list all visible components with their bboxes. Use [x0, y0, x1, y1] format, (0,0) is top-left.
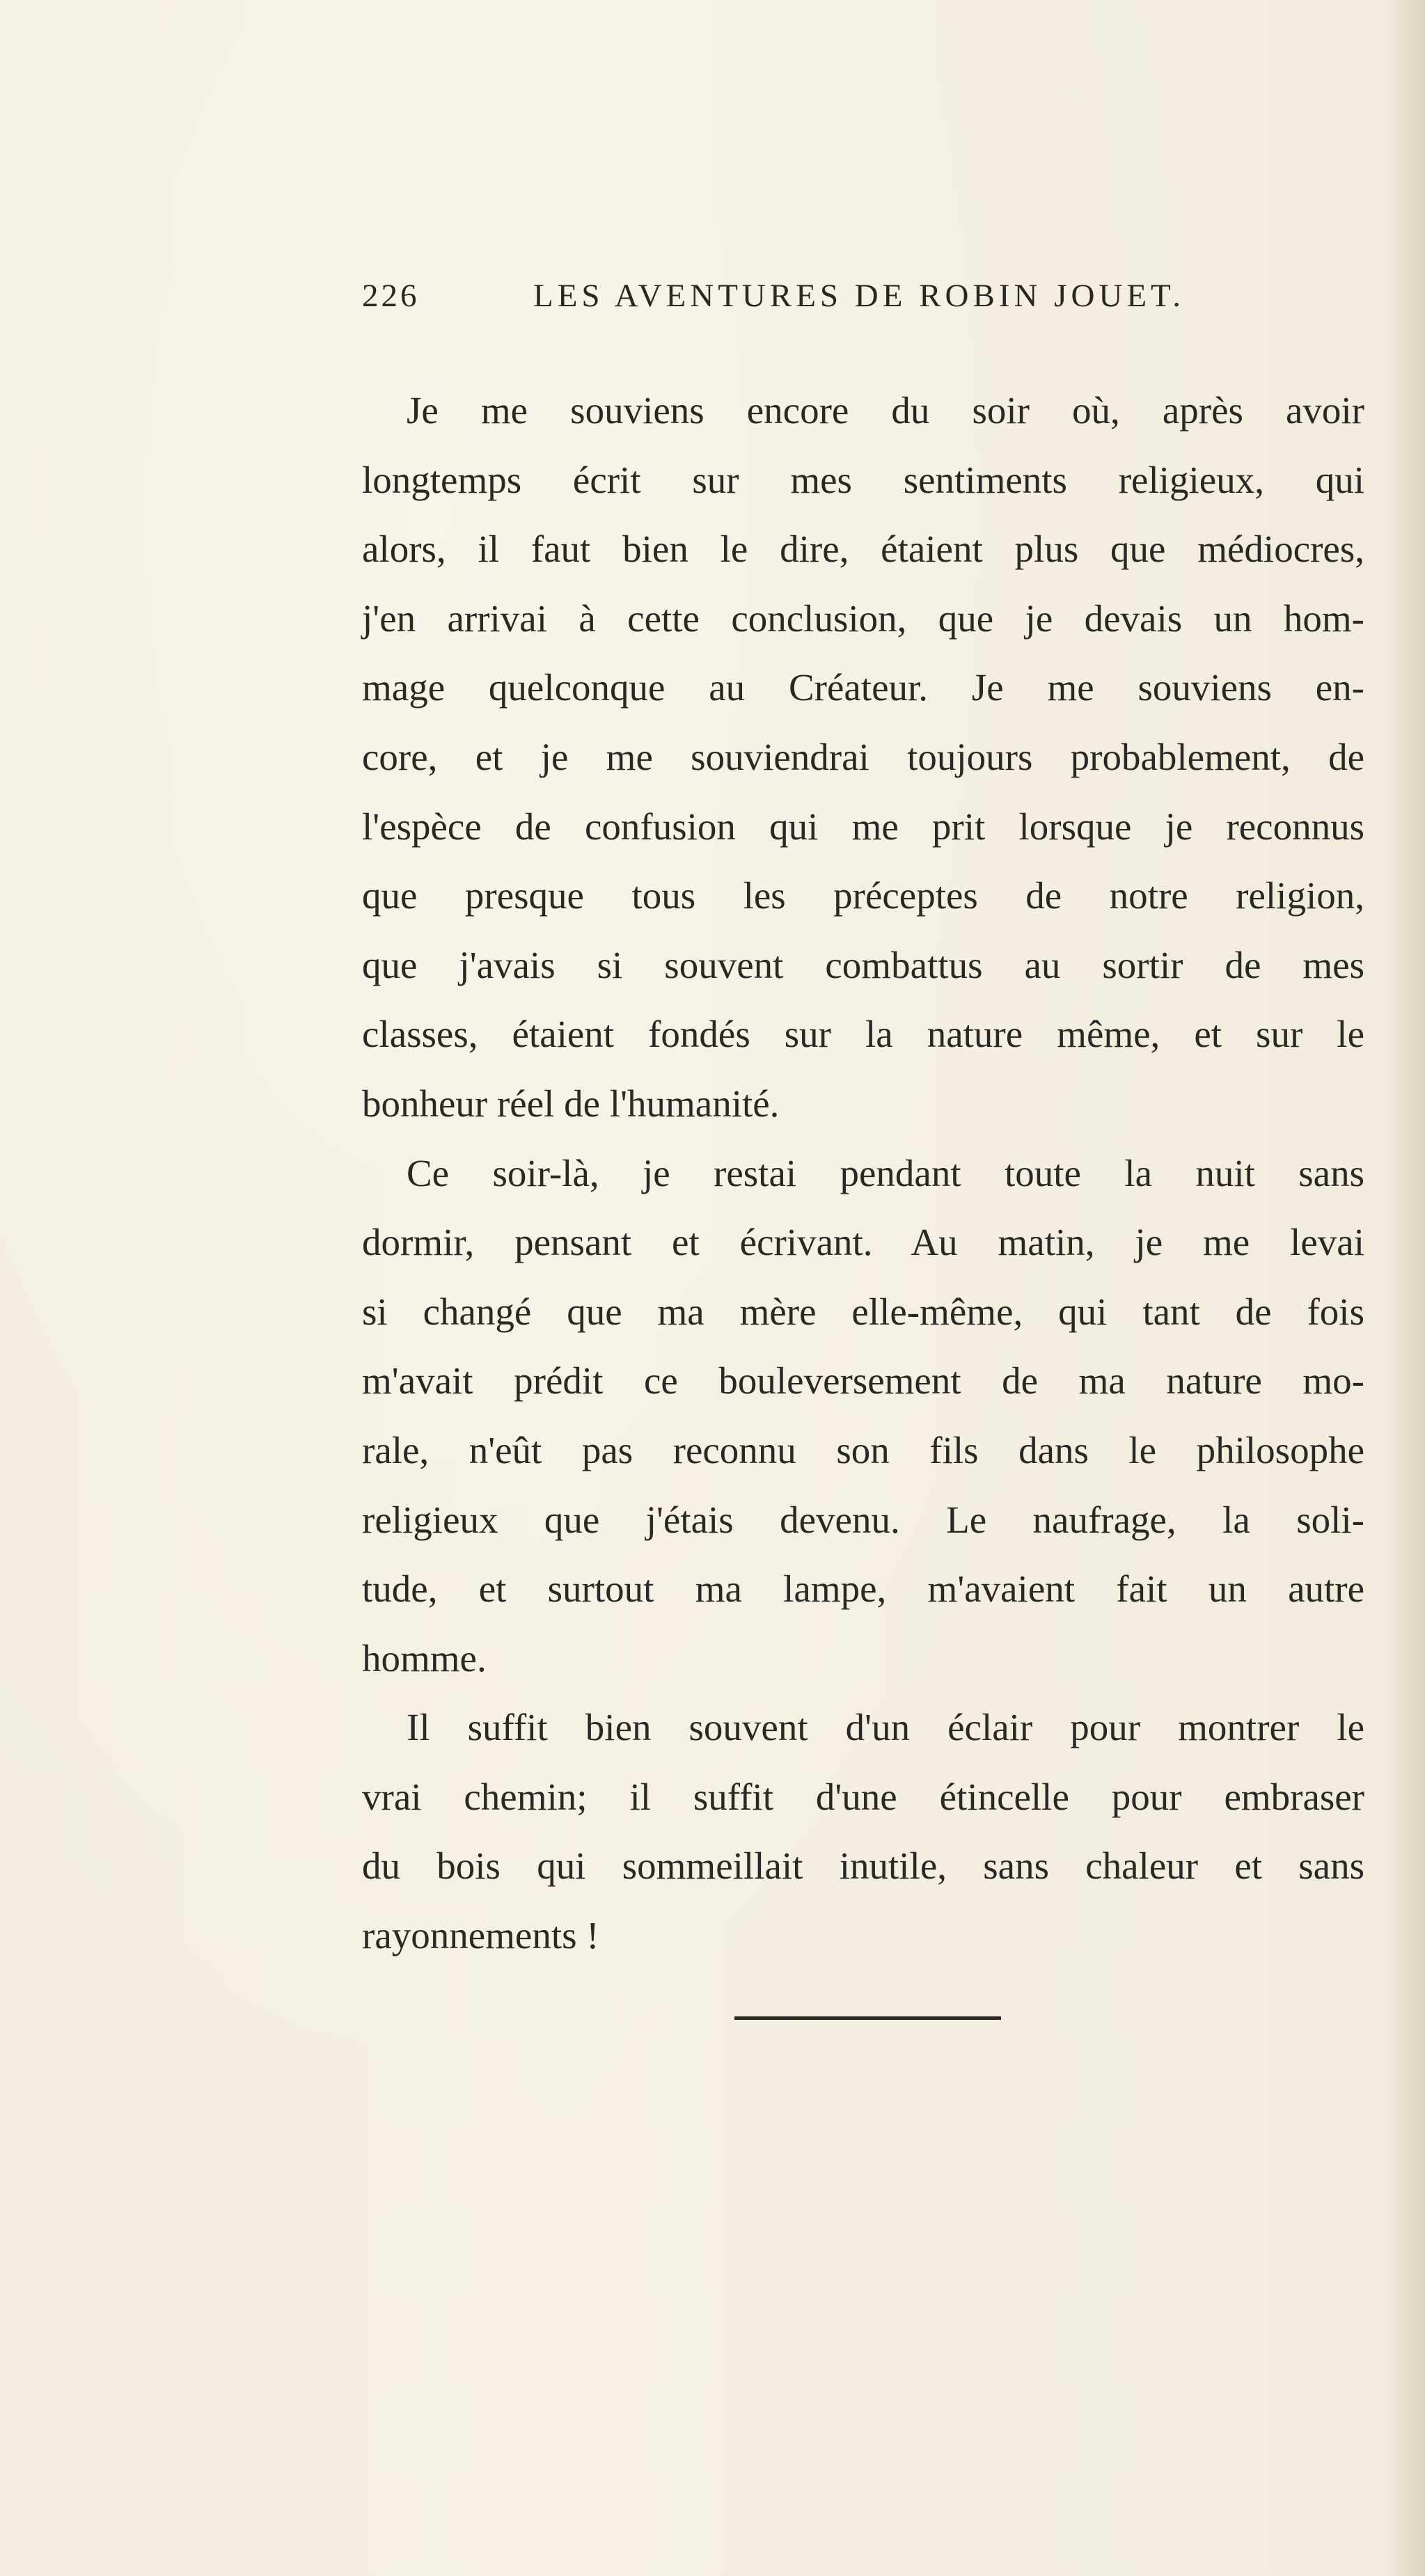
text-line: tude, et surtout ma lampe, m'avaient fait un autre [362, 1567, 1364, 1611]
text-line: que presque tous les préceptes de notre religion, [362, 874, 1364, 917]
text-line: m'avait prédit ce bouleversement de ma nature mo- [362, 1359, 1364, 1402]
page-header [362, 277, 1194, 326]
text-line: que j'avais si souvent combattus au sortir de mes [362, 943, 1364, 986]
text-line: bonheur réel de l'humanité. [362, 1082, 780, 1125]
text-line: du bois qui sommeillait inutile, sans chaleur et sans [362, 1844, 1364, 1888]
text-line: alors, il faut bien le dire, étaient plus que médiocres, [362, 528, 1364, 571]
text-line: si changé que ma mère elle-même, qui tant de fois [362, 1290, 1364, 1333]
text-line: longtemps écrit sur mes sentiments religieux, qui [362, 458, 1364, 501]
text-line: j'en arrivai à cette conclusion, que je devais un hom- [362, 596, 1364, 640]
running-title: LES AVENTURES DE ROBIN JOUET. [533, 278, 1186, 314]
text-line: religieux que j'étais devenu. Le naufrage, la soli- [362, 1498, 1364, 1541]
text-line: l'espèce de confusion qui me prit lorsque je reconnus [362, 805, 1364, 848]
text-line: mage quelconque au Créateur. Je me souviens en- [362, 666, 1364, 709]
text-line: vrai chemin; il suffit d'une étincelle pour embraser [362, 1775, 1364, 1818]
text-line: Je me souviens encore du soir où, après avoir [407, 389, 1364, 432]
page-number: 226 [362, 278, 420, 314]
text-line: Il suffit bien souvent d'un éclair pour montrer le [407, 1706, 1364, 1749]
text-line: classes, étaient fondés sur la nature même, et sur le [362, 1013, 1364, 1056]
text-line: rayonnements ! [362, 1914, 599, 1957]
text-line: homme. [362, 1636, 487, 1680]
body-text [362, 376, 1364, 1970]
end-rule [734, 2016, 1001, 2020]
text-line: dormir, pensant et écrivant. Au matin, je me levai [362, 1221, 1364, 1264]
text-line: Ce soir-là, je restai pendant toute la nuit sans [407, 1151, 1364, 1194]
text-line: core, et je me souviendrai toujours probablement, de [362, 735, 1364, 778]
text-line: rale, n'eût pas reconnu son fils dans le philosophe [362, 1428, 1364, 1471]
page-edge-shadow [1383, 0, 1425, 2576]
